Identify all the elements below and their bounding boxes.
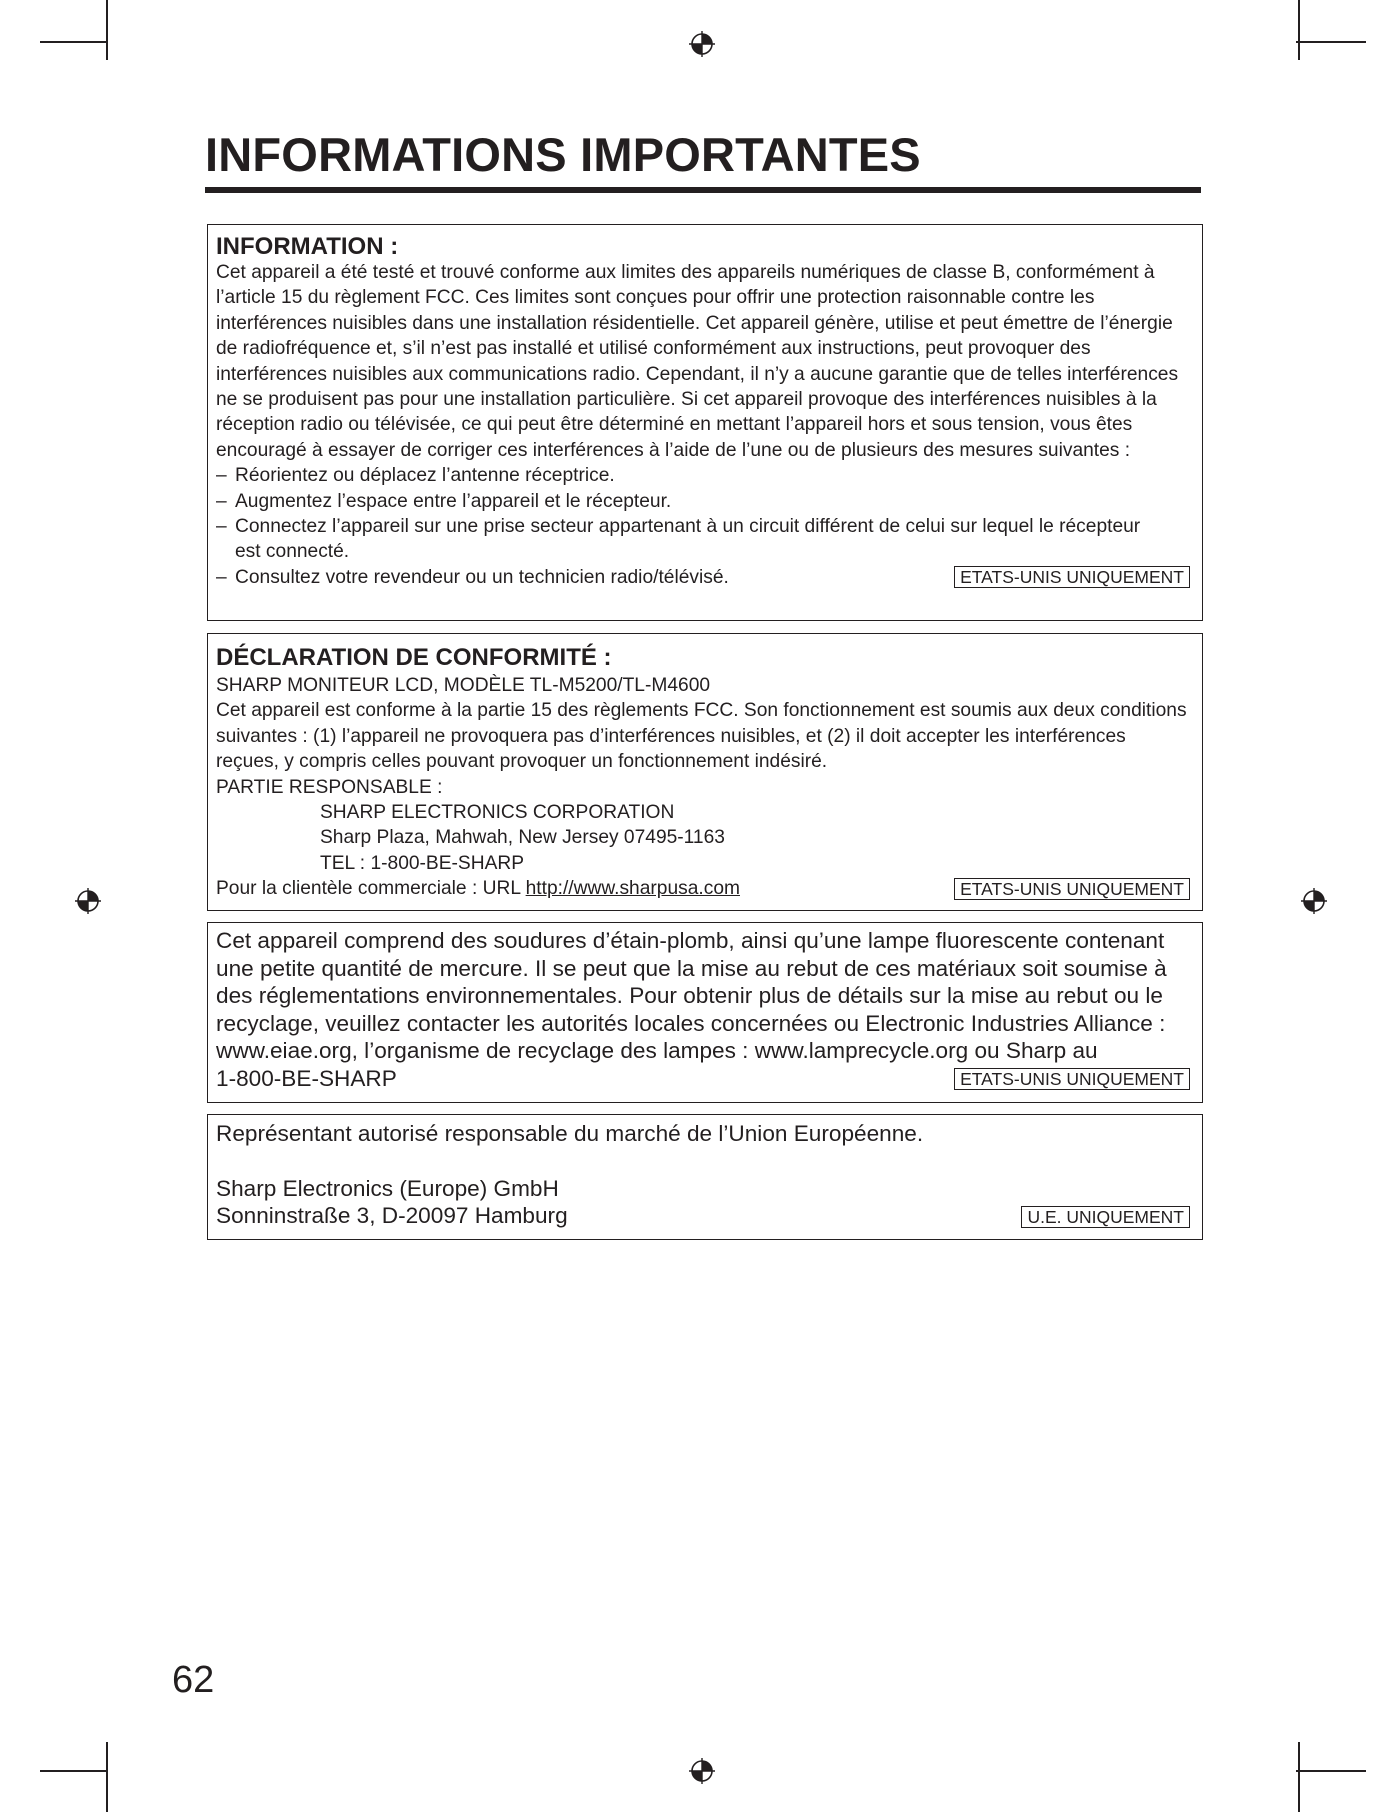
conformity-statement: Cet appareil est conforme à la partie 15 des règlements FCC. Son fonctionnement est soumis aux deux conditions suivantes : (1) l’appareil ne provoquera pas d’interférences nuisibles, et (2) il doit accepter les interférences reçues, y compris celles pouvant provoquer un fonctionnement indésiré. bbox=[216, 700, 1187, 773]
region-tag: ETATS-UNIS UNIQUEMENT bbox=[954, 878, 1190, 900]
measure-item bbox=[216, 463, 1188, 488]
measure-text: Réorientez ou déplacez l’antenne réceptrice. bbox=[235, 465, 615, 487]
measure-text: Augmentez l’espace entre l’appareil et le récepteur. bbox=[235, 490, 672, 512]
dash-icon: – bbox=[216, 490, 227, 512]
registration-mark-icon bbox=[74, 887, 102, 915]
page-number: 62 bbox=[172, 1659, 215, 1701]
eu-company: Sharp Electronics (Europe) GmbH bbox=[216, 1175, 559, 1201]
page-title: INFORMATIONS IMPORTANTES bbox=[205, 128, 921, 181]
crop-mark bbox=[106, 1742, 108, 1812]
registration-mark-icon bbox=[688, 30, 716, 58]
crop-mark bbox=[1296, 1770, 1366, 1772]
dash-icon: – bbox=[216, 465, 227, 487]
region-tag: ETATS-UNIS UNIQUEMENT bbox=[954, 1068, 1190, 1090]
responsible-label: PARTIE RESPONSABLE : bbox=[216, 776, 443, 798]
conformity-heading: DÉCLARATION DE CONFORMITÉ : bbox=[216, 644, 612, 671]
model-line: SHARP MONITEUR LCD, MODÈLE TL-M5200/TL-M4600 bbox=[216, 675, 711, 696]
crop-mark bbox=[40, 1770, 106, 1772]
crop-mark bbox=[106, 0, 108, 60]
recycling-last-row bbox=[216, 1065, 1188, 1093]
region-tag: U.E. UNIQUEMENT bbox=[1021, 1206, 1190, 1228]
crop-mark bbox=[1298, 1742, 1300, 1812]
measure-item bbox=[216, 489, 1188, 514]
crop-mark bbox=[1296, 41, 1366, 43]
crop-mark bbox=[40, 41, 106, 43]
measure-last-row bbox=[216, 565, 1188, 590]
recycling-text: Cet appareil comprend des soudures d’étain-plomb, ainsi qu’une lampe fluorescente contenant une petite quantité de mercure. Il se peut que la mise au rebut de ces matériaux soit soumise à des réglementations environnementales. Pour obtenir plus de détails sur la mise au rebut ou le recyclage, veuillez contacter les autorités locales concernées ou Electronic Industries Alliance : www.eiae.org, l’organisme de recyclage des lampes : www.lamprecycle.org ou Sharp au bbox=[216, 928, 1167, 1063]
measure-text: Connectez l’appareil sur une prise secteur appartenant à un circuit différent de celui sur lequel le récepteur est connecté. bbox=[235, 516, 1141, 563]
company-address: Sharp Plaza, Mahwah, New Jersey 07495-1163 bbox=[320, 827, 725, 849]
crop-mark bbox=[1298, 0, 1300, 60]
url-line bbox=[216, 876, 740, 901]
title-rule bbox=[205, 187, 1201, 193]
url-label: Pour la clientèle commerciale : URL bbox=[216, 878, 521, 900]
region-tag: ETATS-UNIS UNIQUEMENT bbox=[954, 566, 1190, 588]
conformity-box bbox=[207, 633, 1203, 911]
dash-icon: – bbox=[216, 516, 227, 538]
recycling-box bbox=[207, 922, 1203, 1103]
registration-mark-icon bbox=[688, 1757, 716, 1785]
fcc-information-box bbox=[207, 224, 1203, 621]
eu-address: Sonninstraße 3, D-20097 Hamburg bbox=[216, 1203, 568, 1228]
registration-mark-icon bbox=[1300, 887, 1328, 915]
measure-item bbox=[216, 514, 1188, 565]
company-phone: TEL : 1-800-BE-SHARP bbox=[320, 852, 525, 874]
eu-representative-line: Représentant autorisé responsable du marché de l’Union Européenne. bbox=[216, 1121, 924, 1146]
eu-representative-box bbox=[207, 1114, 1203, 1240]
measure-text: Consultez votre revendeur ou un technicien radio/télévisé. bbox=[235, 566, 729, 588]
measure-item bbox=[216, 565, 729, 590]
eu-address-row bbox=[216, 1202, 1188, 1230]
fcc-paragraph: Cet appareil a été testé et trouvé conforme aux limites des appareils numériques de classe B, conformément à l’article 15 du règlement FCC. Ces limites sont conçues pour offrir une protection raisonnable contre les interférences nuisibles dans une installation résidentielle. Cet appareil génère, utilise et peut émettre de l’énergie de radiofréquence et, s’il n’est pas installé et utilisé conformément aux instructions, peut provoquer des interférences nuisibles aux communications radio. Cependant, il n’y a aucune garantie que de telles interférences ne se produisent pas pour une installation particulière. Si cet appareil provoque des interférences nuisibles à la réception radio ou télévisée, ce qui peut être déterminé en mettant l’appareil hors et sous tension, vous êtes encouragé à essayer de corriger ces interférences à l’aide de l’une ou de plusieurs des mesures suivantes : bbox=[216, 262, 1179, 461]
company-name: SHARP ELECTRONICS CORPORATION bbox=[320, 802, 675, 824]
recycling-phone: 1-800-BE-SHARP bbox=[216, 1065, 397, 1091]
dash-icon: – bbox=[216, 566, 227, 588]
url-row bbox=[216, 876, 1188, 901]
sharpusa-link[interactable]: http://www.sharpusa.com bbox=[525, 878, 740, 900]
fcc-heading: INFORMATION : bbox=[216, 233, 399, 260]
